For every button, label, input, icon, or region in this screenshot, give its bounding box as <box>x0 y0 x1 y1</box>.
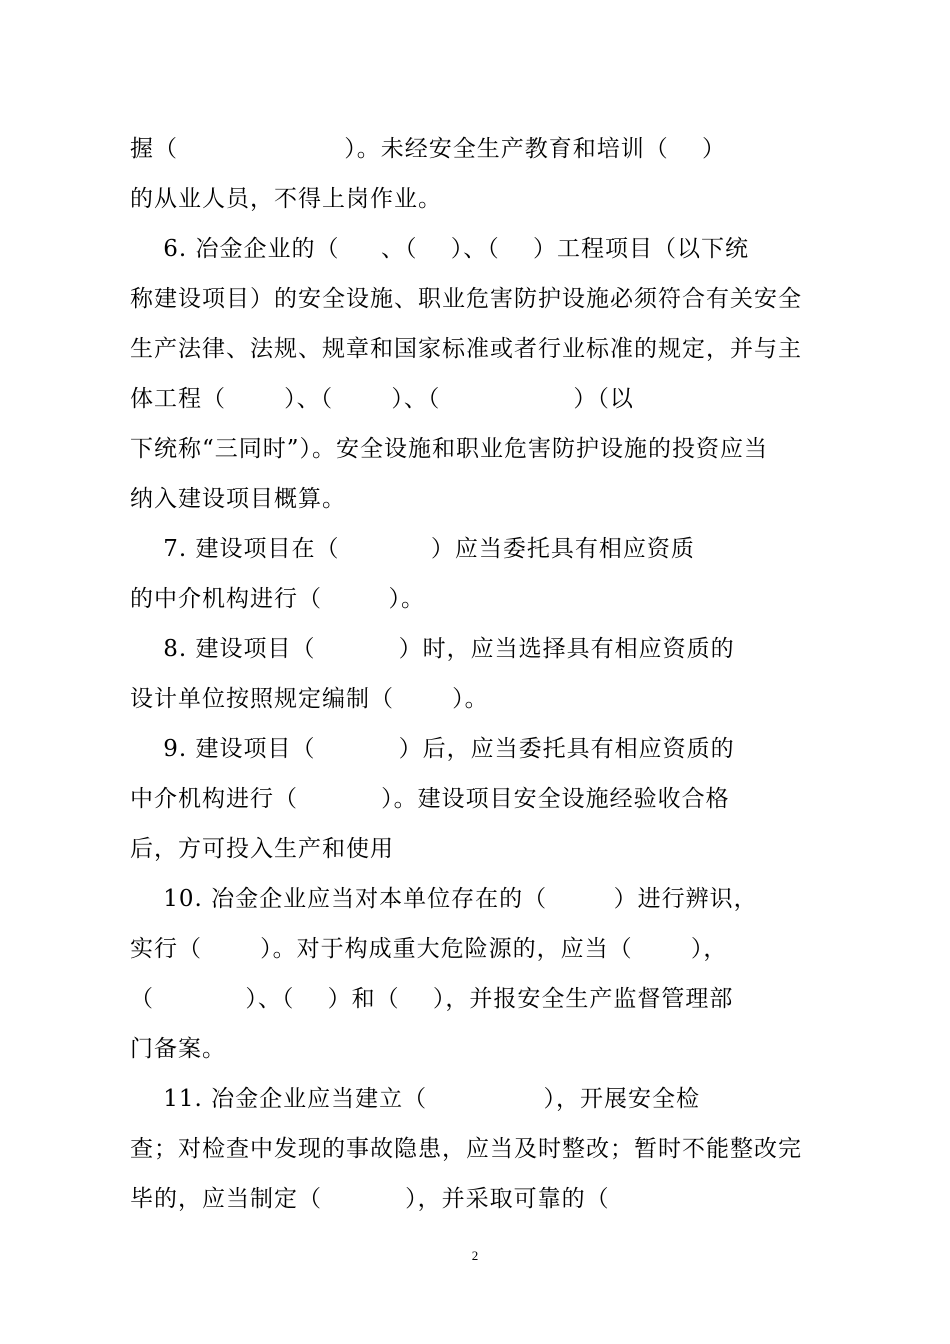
text-line: 握（ ）。未经安全生产教育和培训（ ） <box>130 136 726 162</box>
text-line: 11. 冶金企业应当建立（ ），开展安全检 <box>130 1086 700 1112</box>
text-line: 称建设项目）的安全设施、职业危害防护设施必须符合有关安全 <box>130 286 802 312</box>
text-line: 10. 冶金企业应当对本单位存在的（ ）进行辨识， <box>130 886 758 912</box>
text-line: 查；对检查中发现的事故隐患，应当及时整改；暂时不能整改完 <box>130 1136 802 1162</box>
page-number: 2 <box>471 1248 479 1263</box>
text-line: 7. 建设项目在（ ）应当委托具有相应资质 <box>130 536 695 562</box>
text-line: 纳入建设项目概算。 <box>130 486 346 512</box>
text-line: 下统称“三同时”）。安全设施和职业危害防护设施的投资应当 <box>130 436 769 462</box>
text-line: 门备案。 <box>130 1036 226 1062</box>
text-line: 毕的，应当制定（ ），并采取可靠的（ <box>130 1186 610 1212</box>
text-line: 9. 建设项目（ ）后，应当委托具有相应资质的 <box>130 736 735 762</box>
text-line: 6. 冶金企业的（ 、（ ）、（ ）工程项目（以下统 <box>130 236 750 262</box>
text-line: 的中介机构进行（ ）。 <box>130 586 425 612</box>
text-line: 中介机构进行（ ）。建设项目安全设施经验收合格 <box>130 786 730 812</box>
text-line: 生产法律、法规、规章和国家标准或者行业标准的规定，并与主 <box>130 336 802 362</box>
text-line: （ ）、（ ）和（ ），并报安全生产监督管理部 <box>130 986 734 1012</box>
text-line: 后，方可投入生产和使用 <box>130 836 394 862</box>
text-line: 的从业人员，不得上岗作业。 <box>130 186 442 212</box>
text-line: 实行（ ）。对于构成重大危险源的，应当（ ）， <box>130 936 728 962</box>
text-line: 设计单位按照规定编制（ ）。 <box>130 686 489 712</box>
text-line: 体工程（ ）、（ ）、（ ）（以 <box>130 386 634 412</box>
text-line: 8. 建设项目（ ）时，应当选择具有相应资质的 <box>130 636 735 662</box>
